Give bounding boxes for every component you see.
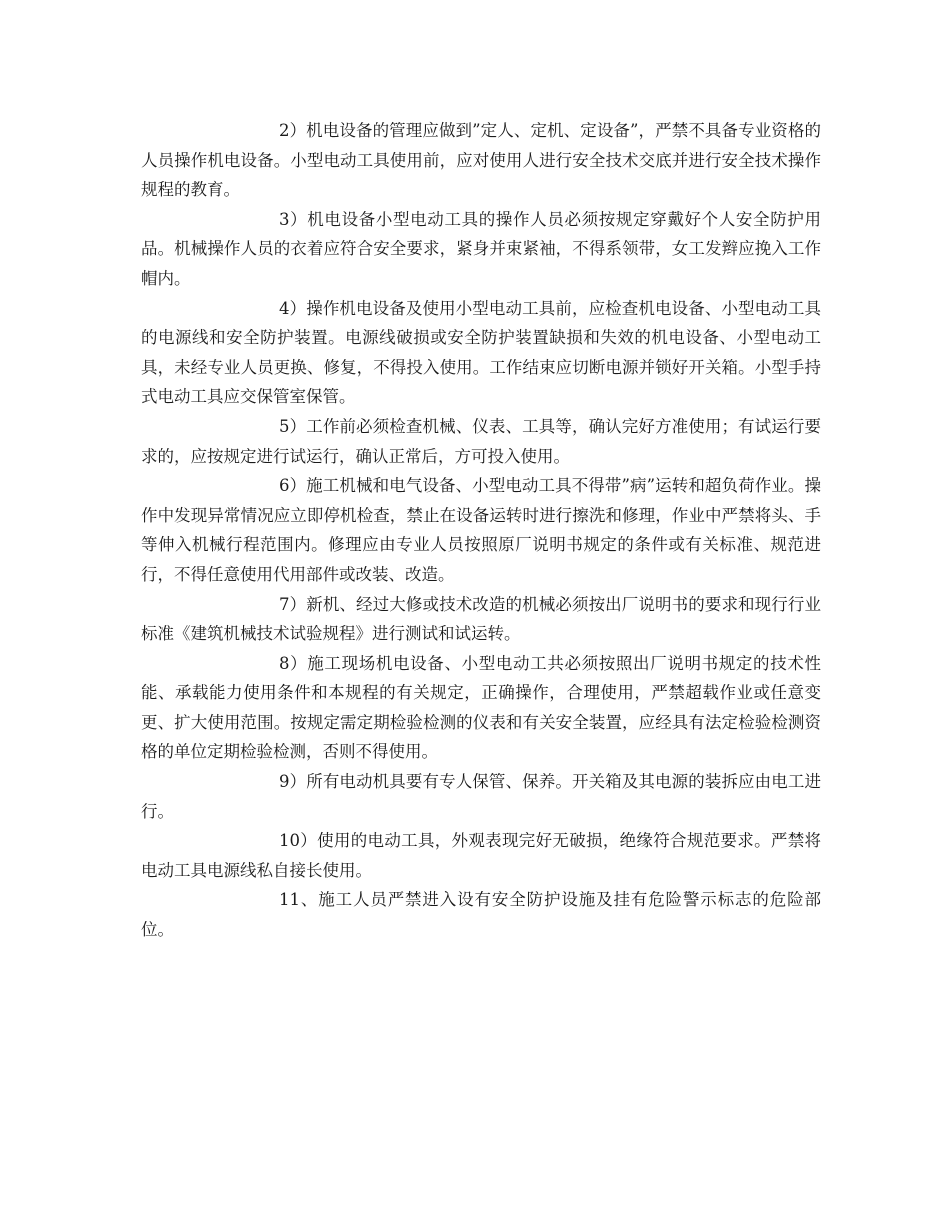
paragraph-item-11: 11、施工人员严禁进入设有安全防护设施及挂有危险警示标志的危险部位。 — [141, 890, 821, 940]
paragraph-item-5: 5）工作前必须检查机械、仪表、工具等，确认完好方准使用；有试运行要求的，应按规定进行试运行，确认正常后，方可投入使用。 — [141, 416, 821, 466]
paragraph-item-3: 3）机电设备小型电动工具的操作人员必须按规定穿戴好个人安全防护用品。机械操作人员的衣着应符合安全要求，紧身并束紧袖，不得系领带，女工发辫应挽入工作帽内。 — [141, 209, 821, 288]
paragraph-item-9: 9）所有电动机具要有专人保管、保养。开关箱及其电源的装拆应由电工进行。 — [141, 772, 821, 821]
paragraph-item-2: 2）机电设备的管理应做到”定人、定机、定设备”，严禁不具备专业资格的人员操作机电设备。小型电动工具使用前，应对使用人进行安全技术交底并进行安全技术操作规程的教育。 — [141, 121, 821, 200]
paragraph-item-6: 6）施工机械和电气设备、小型电动工具不得带”病”运转和超负荷作业。操作中发现异常情况应立即停机检查，禁止在设备运转时进行擦洗和修理，作业中严禁将头、手等伸入机械行程范围内。修理应由专业人员按照原厂说明书规定的条件或有关标准、规范进行，不得任意使用代用部件或改装、改造。 — [141, 476, 821, 584]
paragraph-item-4: 4）操作机电设备及使用小型电动工具前，应检查机电设备、小型电动工具的电源线和安全防护装置。电源线破损或安全防护装置缺损和失效的机电设备、小型电动工具，未经专业人员更换、修复，不得投入使用。工作结束应切断电源并锁好开关箱。小型手持式电动工具应交保管室保管。 — [141, 298, 821, 407]
paragraph-item-7: 7）新机、经过大修或技术改造的机械必须按出厂说明书的要求和现行行业标准《建筑机械技术试验规程》进行测试和试运转。 — [141, 594, 821, 644]
paragraph-item-8: 8）施工现场机电设备、小型电动工共必须按照出厂说明书规定的技术性能、承载能力使用条件和本规程的有关规定，正确操作，合理使用，严禁超载作业或任意变更、扩大使用范围。按规定需定期检验检测的仪表和有关安全装置，应经具有法定检验检测资格的单位定期检验检测，否则不得使用。 — [141, 653, 821, 762]
paragraph-item-10: 10）使用的电动工具，外观表现完好无破损，绝缘符合规范要求。严禁将电动工具电源线私自接长使用。 — [141, 831, 821, 880]
document-body — [141, 116, 821, 945]
